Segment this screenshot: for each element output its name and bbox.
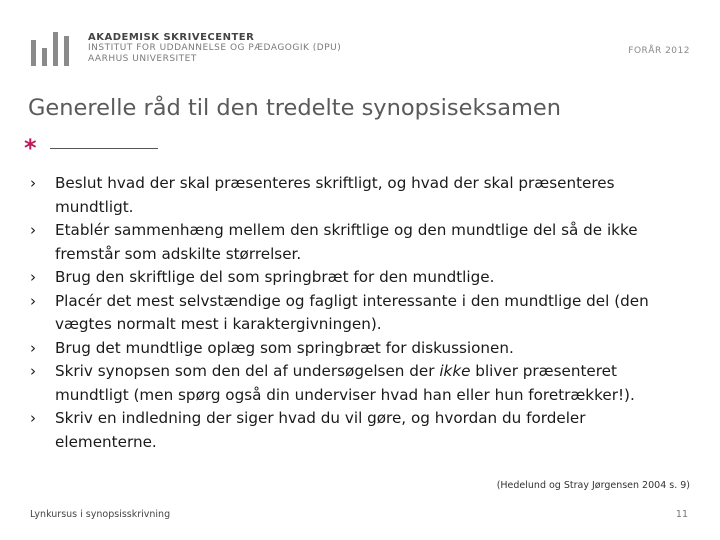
org-department: INSTITUT FOR UDDANNELSE OG PÆDAGOGIK (DPU) [88, 43, 342, 53]
bullet-text: Beslut hvad der skal præsenteres skriftligt, og hvad der skal præsenteres mundtligt. [55, 174, 615, 216]
bullet-item [30, 266, 680, 290]
bullet-text: Brug den skriftlige del som springbræt for den mundtlige. [55, 268, 495, 286]
bullet-text: Placér det mest selvstændige og fagligt interessante i den mundtlige del (den vægtes normalt mest i karaktergivningen). [55, 291, 649, 333]
bullet-text-post: bliver præsenteret mundtligt (men spørg også din underviser hvad han eller hun foretrækker!). [55, 362, 635, 404]
bullet-item [30, 290, 680, 337]
chevron-right-icon: › [30, 174, 37, 192]
chevron-right-icon: › [30, 221, 37, 239]
bullet-text-pre: Skriv synopsen som den del af undersøgelsen der [55, 362, 440, 380]
chevron-right-icon: › [30, 291, 37, 310]
page-number: 11 [675, 509, 688, 520]
season-label: FORÅR 2012 [628, 46, 690, 56]
footer-course: Lynkursus i synopsisskrivning [30, 509, 171, 520]
asterisk-icon: * [24, 134, 37, 162]
chevron-right-icon: › [30, 362, 37, 380]
org-university: AARHUS UNIVERSITET [88, 54, 197, 64]
au-logo-icon [30, 30, 70, 66]
chevron-right-icon: › [30, 409, 37, 427]
title-divider [50, 148, 158, 149]
org-block [88, 32, 341, 65]
bullet-item [30, 219, 680, 266]
bullet-item [30, 337, 680, 361]
bullet-item [30, 360, 680, 407]
bullet-text: Brug det mundtlige oplæg som springbræt for diskussionen. [55, 338, 514, 357]
slide-title: Generelle råd til den tredelte synopsiseksamen [28, 95, 562, 121]
bullet-item [30, 407, 680, 454]
citation: (Hedelund og Stray Jørgensen 2004 s. 9) [496, 480, 690, 491]
bullet-text-emphasis: ikke [439, 362, 471, 380]
bullet-item [30, 172, 680, 219]
org-name: AKADEMISK SKRIVECENTER [88, 32, 255, 43]
chevron-right-icon: › [30, 338, 37, 357]
bullet-list [30, 172, 680, 454]
bullet-text: Etablér sammenhæng mellem den skriftlige og den mundtlige del så de ikke fremstår som adskilte størrelser. [55, 221, 638, 263]
bullet-text: Skriv en indledning der siger hvad du vil gøre, og hvordan du fordeler elementerne. [55, 409, 586, 451]
chevron-right-icon: › [30, 268, 37, 286]
